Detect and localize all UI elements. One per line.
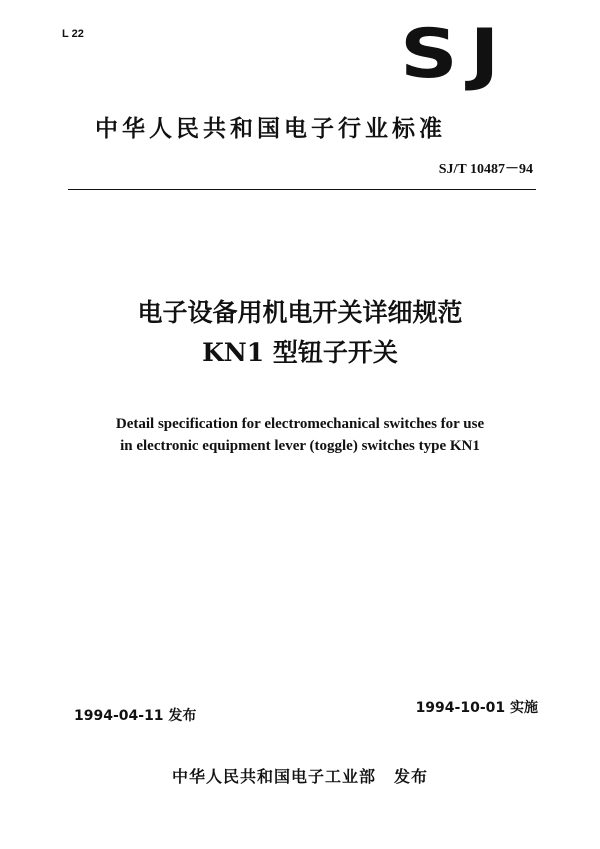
title-chinese-line-2: KN1 型钮子开关 (202, 338, 398, 367)
standard-number: SJ/T 10487－94 (438, 162, 533, 177)
title-english-line-2: in electronic equipment lever (toggle) switches type KN1 (120, 438, 480, 454)
sj-logo: SJ (400, 15, 512, 94)
publisher-name: 中华人民共和国电子工业部 (171, 767, 376, 786)
implementation-date: 1994-10-01 实施 (415, 700, 538, 716)
title-english-line-1: Detail specification for electromechanical switches for use (115, 416, 485, 432)
header-divider (68, 189, 536, 190)
publish-label: 发布 (394, 767, 429, 786)
issue-date: 1994-04-11 发布 (74, 708, 197, 724)
ics-code: L 22 (62, 28, 84, 40)
publisher-line (0, 764, 600, 787)
standard-category-title: 中华人民共和国电子行业标准 (95, 116, 446, 142)
title-chinese-line-1: 电子设备用机电开关详细规范 (137, 298, 463, 327)
title-chinese (0, 293, 600, 373)
title-english (0, 413, 600, 457)
